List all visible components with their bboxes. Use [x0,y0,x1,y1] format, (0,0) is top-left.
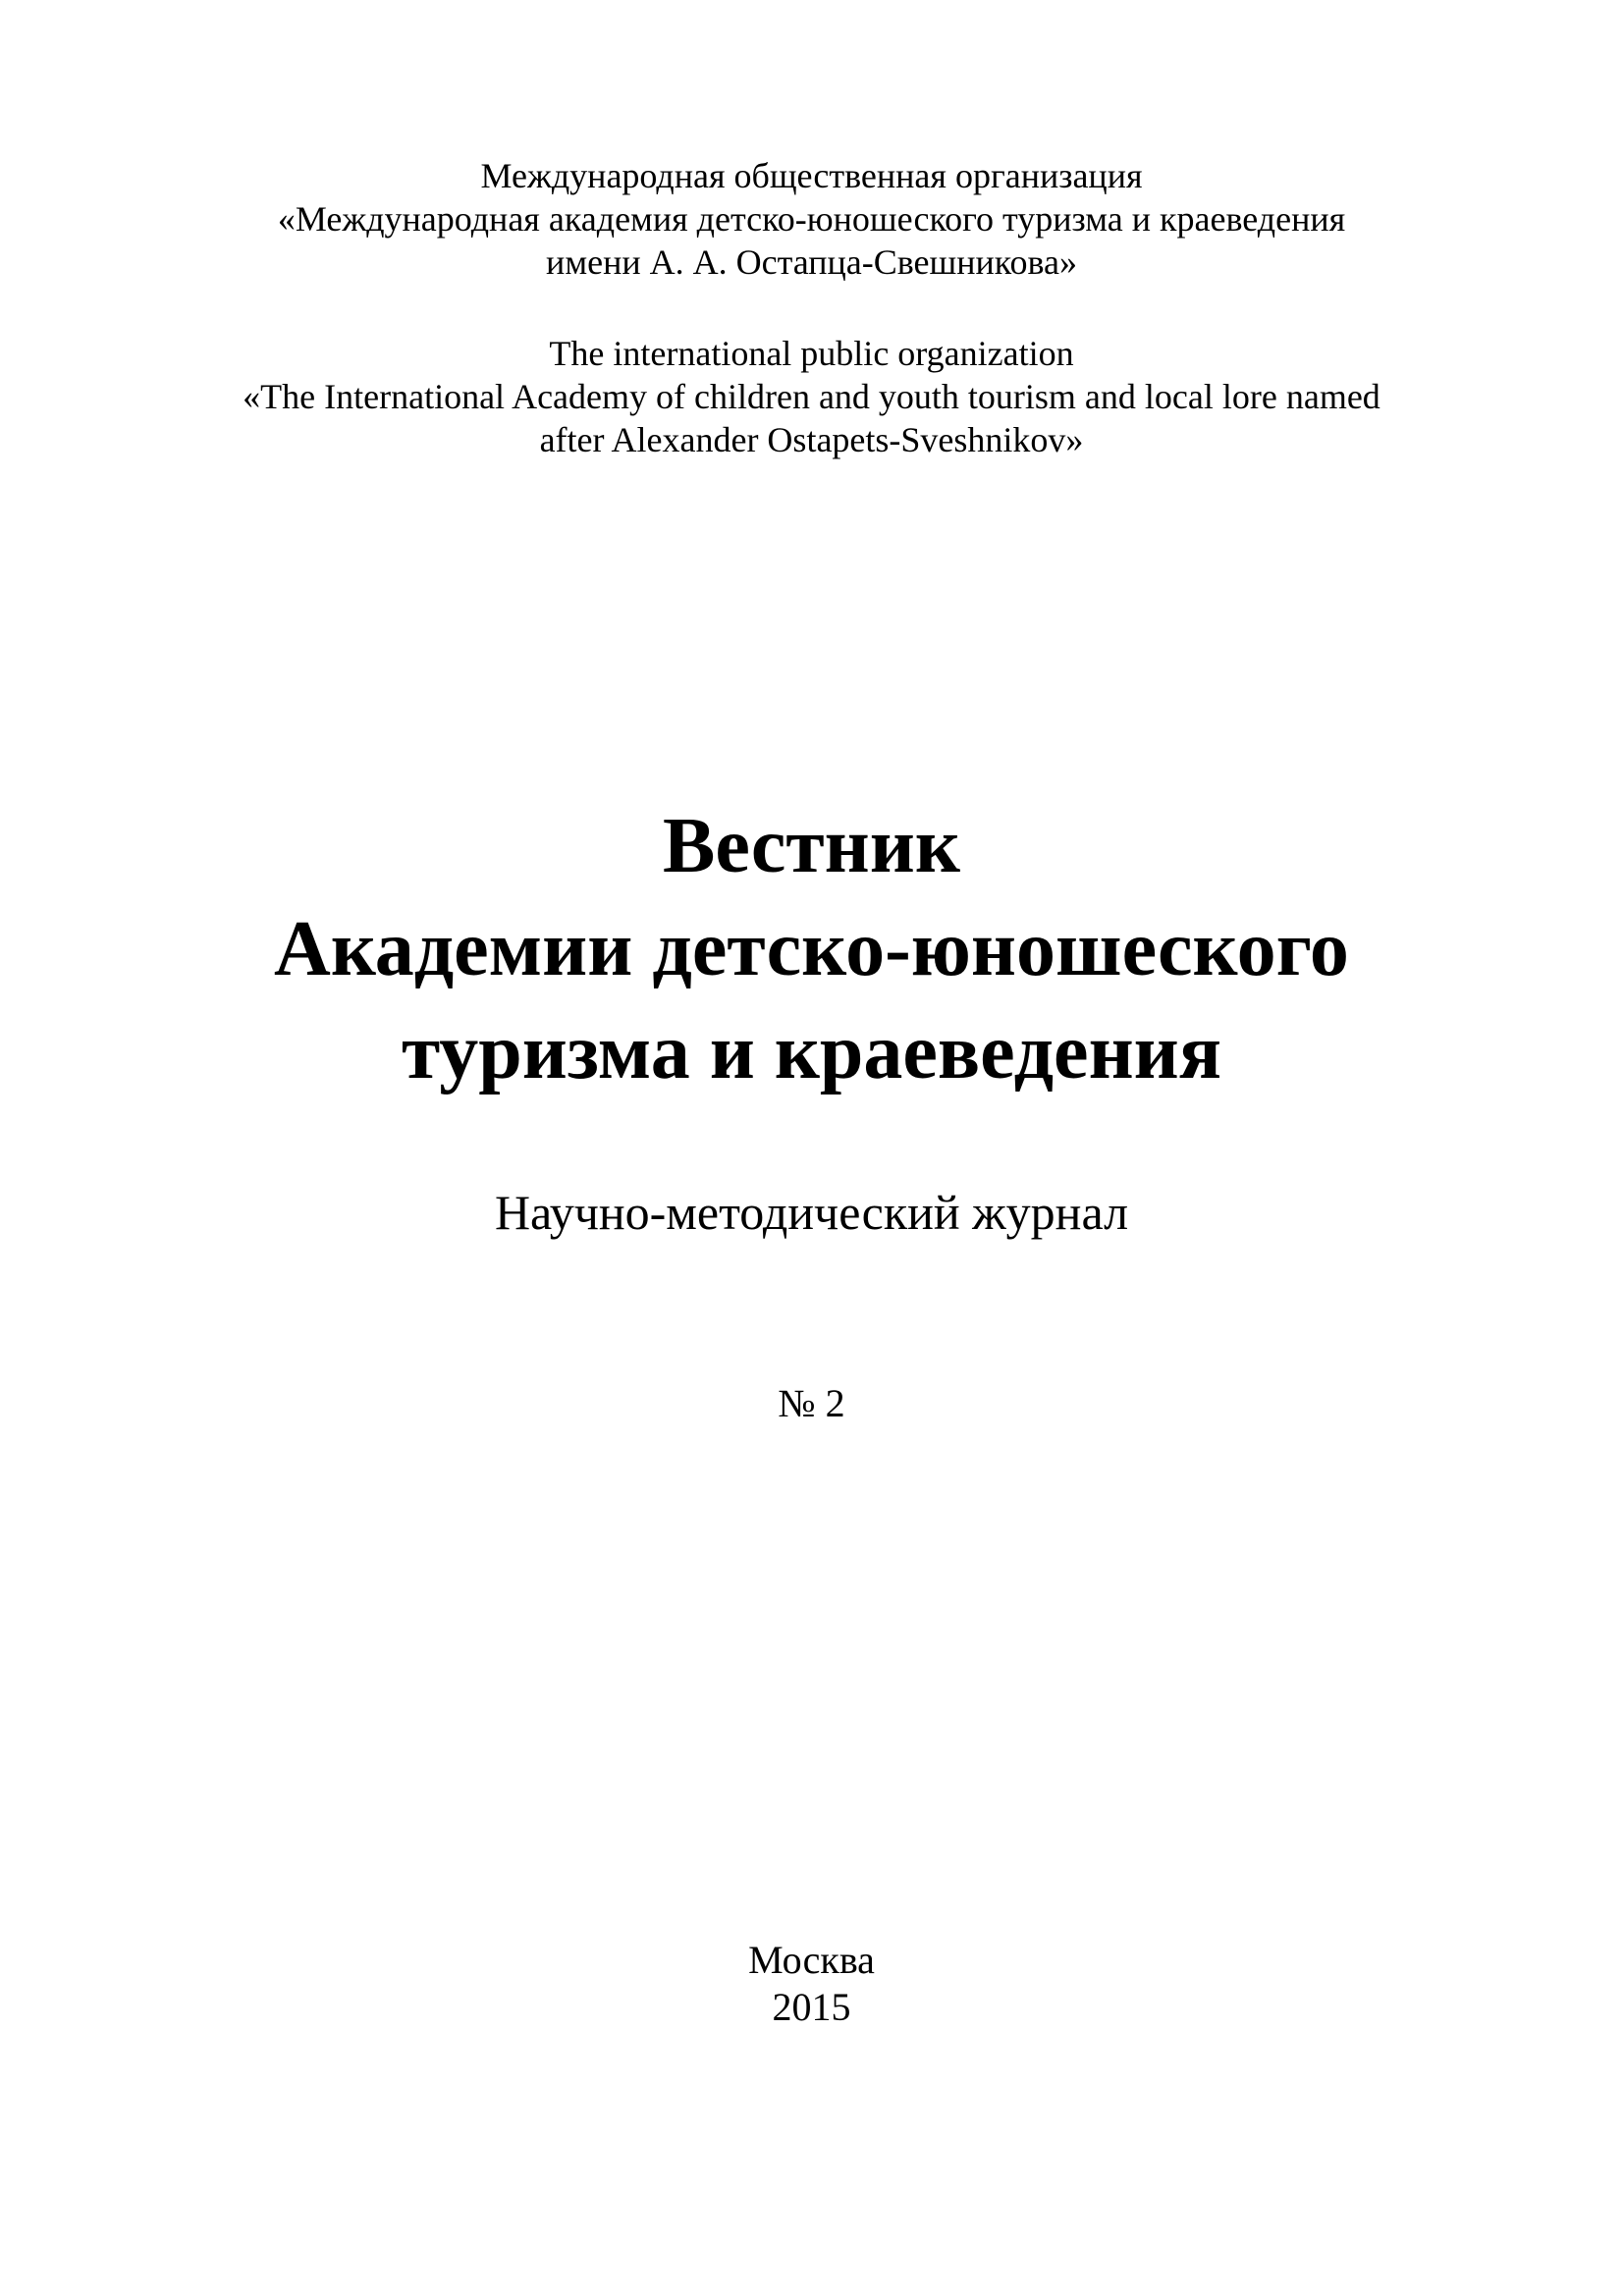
journal-title [0,795,1623,1104]
journal-title-line-2: Академии детско-юношеского [274,906,1349,992]
journal-title-line-3: туризма и краеведения [401,1009,1222,1095]
imprint-year: 2015 [772,1985,851,2029]
organization-en-line-1: The international public organization [549,334,1074,373]
organization-en-line-3: after Alexander Ostapets-Sveshnikov» [539,420,1084,459]
organization-en [0,332,1623,461]
journal-title-line-1: Вестник [663,803,960,889]
issue-number [0,1380,1623,1427]
organization-ru-line-3: имени А. А. Остапца-Свешникова» [546,242,1077,282]
imprint-city: Москва [748,1938,875,1982]
imprint [0,1937,1623,2031]
organization-ru [0,154,1623,284]
organization-ru-line-1: Международная общественная организация [480,156,1143,195]
organization-en-line-2: «The International Academy of children and youth tourism and local lore named [243,377,1380,416]
organization-ru-line-2: «Международная академия детско-юношеского туризма и краеведения [277,199,1346,239]
journal-subtitle-text: Научно-методический журнал [494,1185,1129,1240]
journal-subtitle [0,1183,1623,1242]
issue-number-text: № 2 [778,1381,845,1425]
